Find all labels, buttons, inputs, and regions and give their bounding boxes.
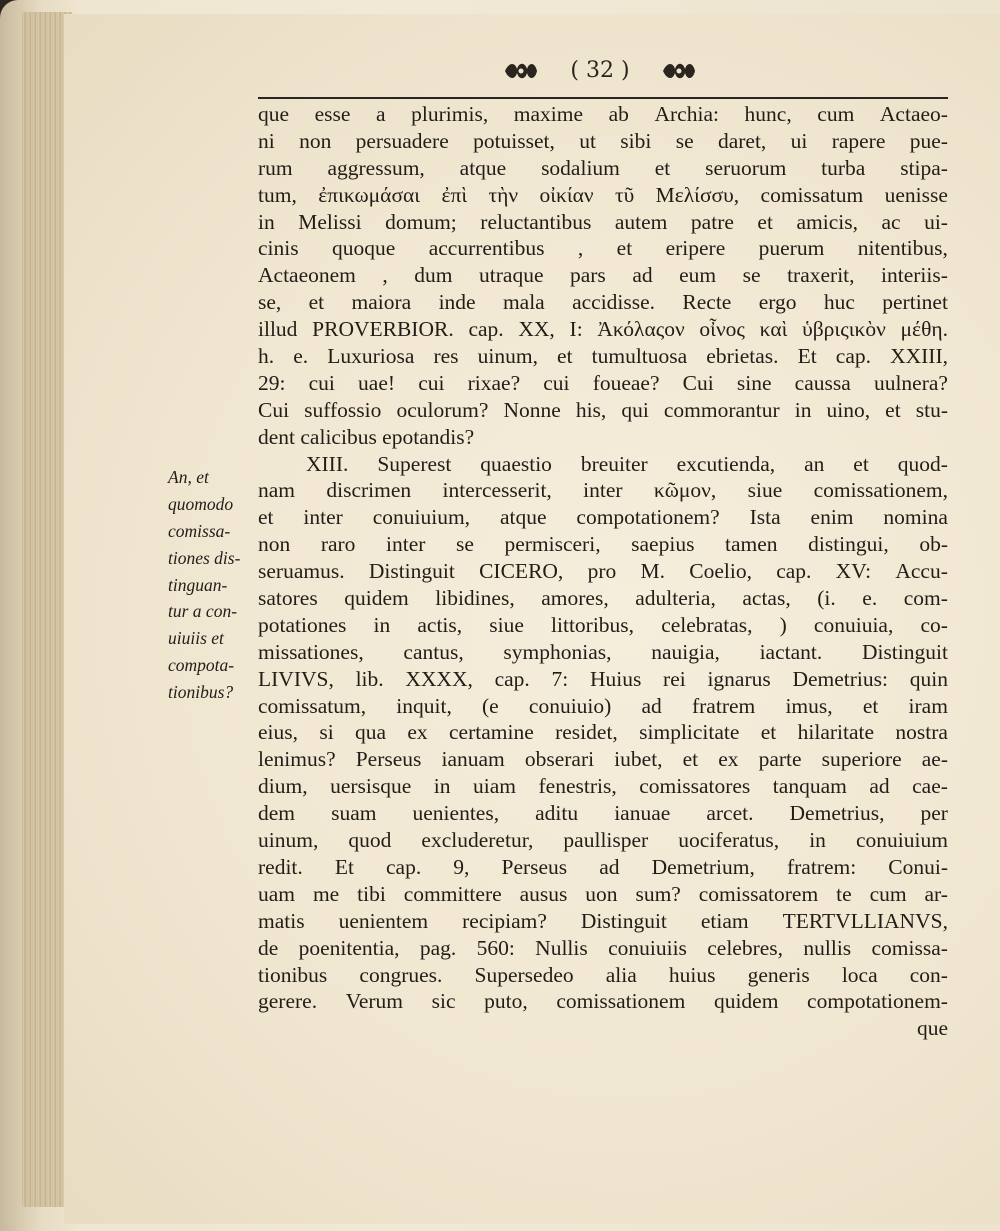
running-header bbox=[250, 58, 950, 83]
text-line: illud PROVERBIOR. cap. XX, I: Ἀκόλαςον οἶνος καὶ ὑβριςικὸν μέθη. bbox=[258, 317, 948, 342]
marginal-note-line: tinguan- bbox=[168, 574, 228, 595]
text-line: h. e. Luxuriosa res uinum, et tumultuosa ebrietas. Et cap. XXIII, bbox=[258, 344, 948, 369]
marginal-note-line: uiuiis et bbox=[168, 628, 224, 649]
text-line: ni non persuadere potuisset, ut sibi se daret, ui rapere pue- bbox=[258, 128, 948, 153]
text-line: Actaeonem , dum utraque pars ad eum se traxerit, interiis- bbox=[258, 263, 948, 288]
ornament-icon bbox=[659, 60, 699, 82]
marginal-note-line: tionibus? bbox=[168, 682, 234, 703]
text-line: missationes, cantus, symphonias, nauigia, iactant. Distinguit bbox=[258, 639, 948, 664]
marginal-note-line: tiones dis- bbox=[168, 547, 241, 568]
section-start-line: XIII. Superest quaestio breuiter excutienda, an et quod- bbox=[306, 451, 948, 476]
header-rule bbox=[258, 97, 948, 99]
text-line: in Melissi domum; reluctantibus autem patre et amicis, ac ui- bbox=[258, 209, 948, 234]
marginal-note bbox=[168, 464, 258, 706]
text-line: redit. Et cap. 9, Perseus ad Demetrium, fratrem: Conui- bbox=[258, 854, 948, 879]
text-line: de poenitentia, pag. 560: Nullis conuiuiis celebres, nullis comissa- bbox=[258, 935, 948, 960]
text-line: rum aggressum, atque sodalium et seruorum turba stipa- bbox=[258, 155, 948, 180]
text-line: satores quidem libidines, amores, adulteria, actas, (i. e. com- bbox=[258, 586, 948, 611]
marginal-note-line: tur a con- bbox=[168, 601, 238, 622]
text-line: seruamus. Distinguit CICERO, pro M. Coelio, cap. XV: Accu- bbox=[258, 559, 948, 584]
text-line: cinis quoque accurrentibus , et eripere puerum nitentibus, bbox=[258, 236, 948, 261]
text-line: matis uenientem recipiam? Distinguit etiam TERTVLLIANVS, bbox=[258, 908, 948, 933]
text-line: 29: cui uae! cui rixae? cui foueae? Cui sine caussa uulnera? bbox=[258, 370, 948, 395]
marginal-note-line: compota- bbox=[168, 655, 235, 676]
text-line: tum, ἐπικωμάσαι ἐπὶ τὴν οἰκίαν τῦ Μελίσσυ, comissatum uenisse bbox=[258, 182, 948, 207]
marginal-note-line: comissa- bbox=[168, 520, 231, 541]
text-line: Cui suffossio oculorum? Nonne his, qui commorantur in uino, et stu- bbox=[258, 397, 948, 422]
text-line: dem suam uenientes, aditu ianuae arcet. Demetrius, per bbox=[258, 801, 948, 826]
text-line: dium, uersisque in uiam fenestris, comissatores tanquam ad cae- bbox=[258, 774, 948, 799]
text-line: uinum, quod excluderetur, paullisper uociferatus, in conuiuium bbox=[258, 828, 948, 853]
text-line: et inter conuiuium, atque compotationem? Ista enim nomina bbox=[258, 505, 948, 530]
text-line: tionibus congrues. Supersedeo alia huius generis loca con- bbox=[258, 962, 948, 987]
text-line: lenimus? Perseus ianuam obserari iubet, et ex parte superiore ae- bbox=[258, 747, 948, 772]
text-line: eius, si qua ex certamine residet, simplicitate et hilaritate nostra bbox=[258, 720, 948, 745]
text-line: LIVIVS, lib. XXXX, cap. 7: Huius rei ignarus Demetrius: quin bbox=[258, 666, 948, 691]
marginal-note-line: An, et bbox=[168, 467, 209, 487]
text-line: comissatum, inquit, (e conuiuio) ad fratrem imus, et iram bbox=[258, 693, 948, 718]
page-number: ( 32 ) bbox=[570, 58, 630, 83]
marginal-note-line: quomodo bbox=[168, 493, 234, 514]
text-line: uam me tibi committere ausus uon sum? comissatorem te cum ar- bbox=[258, 881, 948, 906]
catchword: que bbox=[916, 1016, 948, 1041]
text-line: potationes in actis, siue littoribus, celebratas, ) conuiuia, co- bbox=[258, 612, 948, 637]
text-line: non raro inter se permisceri, saepius tamen distingui, ob- bbox=[258, 532, 948, 557]
text-line: se, et maiora inde mala accidisse. Recte ergo huc pertinet bbox=[258, 290, 948, 315]
text-line: que esse a plurimis, maxime ab Archia: hunc, cum Actaeo- bbox=[258, 102, 948, 126]
text-line: gerere. Verum sic puto, comissationem quidem compotationem- bbox=[258, 989, 948, 1014]
text-line: nam discrimen intercesserit, inter κῶμον, siue comissationem, bbox=[258, 478, 948, 503]
ornament-icon bbox=[501, 60, 541, 82]
text-line: dent calicibus epotandis? bbox=[258, 424, 475, 449]
body-text bbox=[258, 101, 948, 1042]
